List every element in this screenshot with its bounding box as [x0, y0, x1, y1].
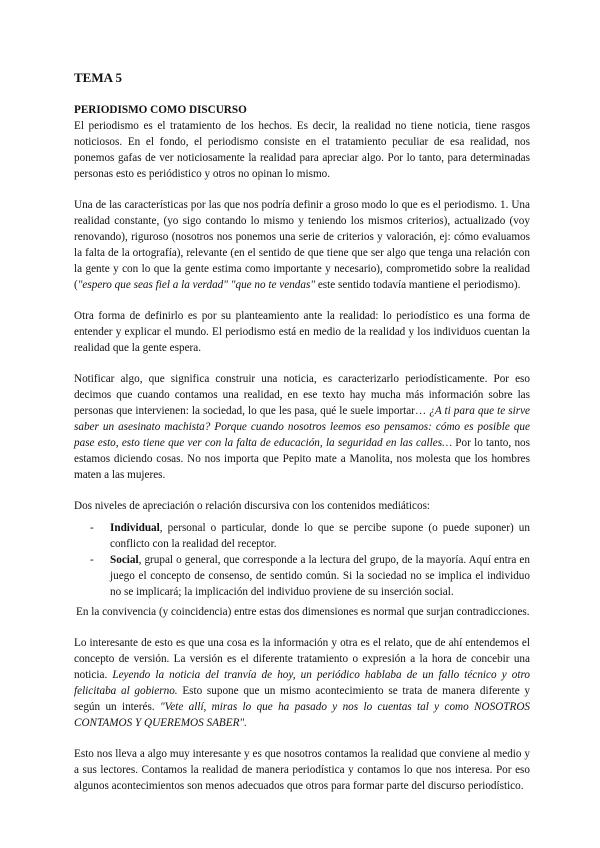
paragraph-2-text-b: este sentido todavía mantiene el periodismo).: [315, 279, 521, 291]
list-dash: -: [90, 554, 94, 566]
paragraph-1: El periodismo es el tratamiento de los hechos. Es decir, la realidad no tiene noticia, tiene rasgos noticiosos. En el fondo, el periodismo consiste en el tratamiento peculiar de esa realidad, nos ponemos gafas de ver noticiosamente la realidad para apreciar algo. Por lo tanto, para determinadas personas esto es periódistico y otros no opinan lo mismo.: [74, 120, 530, 180]
list-item-term: Social: [110, 554, 139, 566]
list-item: [74, 552, 530, 600]
list-item-text: , personal o particular, donde lo que se percibe supone (o puede suponer) un conflicto con la realidad del receptor.: [110, 522, 530, 550]
paragraph-4-text-a: Notificar algo, que significa construir una noticia, es caracterizarlo periodísticamente. Por eso decimos que cuando contamos una realidad, en ese texto hay mucha más información sobre las personas que intervienen: la sociedad, lo que les pasa, qué le suele importar…: [74, 373, 530, 417]
paragraph-3: Otra forma de definirlo es por su planteamiento ante la realidad: lo periodístico es una forma de entender y explicar el mundo. El periodismo está en medio de la realidad y los individuos cuentan la realidad que la gente espera.: [74, 310, 530, 354]
paragraph-6: En la convivencia (y coincidencia) entre estas dos dimensiones es normal que surjan contradicciones.: [76, 606, 530, 618]
paragraph-8: Esto nos lleva a algo muy interesante y es que nosotros contamos la realidad que conviene al medio y a sus lectores. Contamos la realidad de manera periodística y contamos lo que nos interesa. Por eso algunos acontecimientos son menos adecuados que otros para formar parte del discurso periodístico.: [74, 748, 530, 792]
paragraph-2-text-a: Una de las características por las que nos podría definir a groso modo lo que es el periodismo. 1. Una realidad constante, (yo sigo contando lo mismo y teniendo los mismos criterios), actualizado (voy renovando), riguroso (nosotros nos ponemos una serie de criterios y valoración, ej: cómo evaluamos la falta de la ortografía), relevante (en el sentido de que tiene que ser algo que tenga una relación con la gente y con lo que la gente estima como importante y necesario), comprometido sobre la realidad (: [74, 199, 530, 291]
paragraph-4-italic: ¿A ti para que te sirve saber un asesinato machista? Porque cuando nosotros leemos eso pensamos: cómo es posible que pase esto, esto tiene que ver con la falta de educación, la seguridad en las calles…: [74, 405, 530, 449]
section-title: PERIODISMO COMO DISCURSO: [74, 104, 247, 116]
list-item: [74, 520, 530, 552]
paragraph-4-text-b: Por lo tanto, nos estamos diciendo cosas. No nos importa que Pepito mate a Manolita, nos molesta que los hombres maten a las mujeres.: [74, 437, 530, 481]
paragraph-5: Dos niveles de apreciación o relación discursiva con los contenidos mediáticos:: [74, 500, 431, 512]
list-dash: -: [90, 522, 94, 534]
paragraph-7-text-b: Esto supone que un mismo acontecimiento se trata de manera diferente y según un interés.: [74, 685, 530, 713]
list-item-term: Individual: [110, 522, 160, 534]
levels-list: [74, 520, 530, 600]
paragraph-7-italic-2: "Vete allí, miras lo que ha pasado y nos lo cuentas tal y como NOSOTROS CONTAMOS Y QUEREMOS SABER".: [74, 701, 531, 729]
paragraph-7-italic-1: Leyendo la noticia del tranvía de hoy, un periódico hablaba de un fallo técnico y otro felicitaba al gobierno.: [74, 669, 530, 697]
paragraph-7: [74, 635, 530, 731]
paragraph-2-quote: "espero que seas fiel a la verdad" "que no te vendas": [77, 279, 316, 291]
paragraph-4: [74, 371, 530, 483]
list-item-text: , grupal o general, que corresponde a la lectura del grupo, de la mayoría. Aquí entra en juego el concepto de consenso, de sentido común. Si la sociedad no se implica el individuo no se implicará; la implicación del individuo proviene de su inserción social.: [110, 554, 530, 598]
doc-title: TEMA 5: [74, 70, 123, 85]
paragraph-7-text-a: Lo interesante de esto es que una cosa es la información y otra es el relato, que de ahí entendemos el concepto de versión. La versión es el diferente tratamiento o expresión a la hora de concebir una noticia.: [74, 637, 530, 681]
paragraph-2: [74, 197, 530, 293]
